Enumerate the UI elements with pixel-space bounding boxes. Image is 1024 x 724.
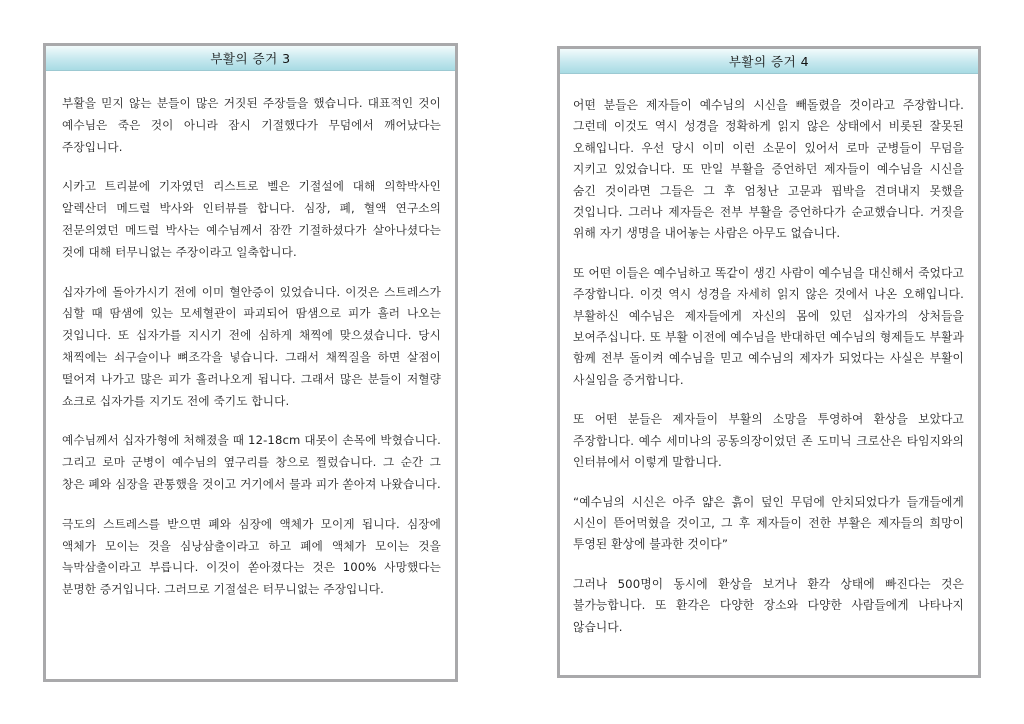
- paragraph: 어떤 분들은 제자들이 예수님의 시신을 빼돌렸을 것이라고 주장합니다. 그런데 이것도 역시 성경을 정확하게 읽지 않은 상태에서 비롯된 잘못된 오해입니다. 우선 당시 이미 이런 소문이 있어서 로마 군병들이 무덤을 지키고 있었습니다. 또 만일 부활을 증언하던 제자들이 예수님을 시신을 숨긴 것이라면 그들은 그 후 엄청난 고문과 핍박을 견뎌내지 못했을 것입니다. 그러나 제자들은 전부 부활을 증언하다가 순교했습니다. 거짓을 위해 자기 생명을 내어놓는 사람은 아무도 없습니다.: [573, 98, 964, 241]
- panel-title: 부활의 증거 3: [46, 46, 455, 71]
- panel-title: 부활의 증거 4: [560, 49, 978, 74]
- panel-body: [560, 74, 978, 638]
- paragraph: 또 어떤 분들은 제자들이 부활의 소망을 투영하여 환상을 보았다고 주장합니다. 예수 세미나의 공동의장이었던 존 도미닉 크로산은 타임지와의 인터뷰에서 이렇게 말합니다.: [573, 412, 964, 470]
- paragraph: 극도의 스트레스를 받으면 폐와 심장에 액체가 모이게 됩니다. 심장에 액체가 모이는 것을 심낭삼출이라고 하고 폐에 액체가 모이는 것을 늑막삼출이라고 부릅니다. 이것이 쏟아졌다는 것은 100% 사망했다는 분명한 증거입니다. 그러므로 기절설은 터무니없는 주장입니다.: [62, 516, 441, 597]
- paragraph: 십자가에 돌아가시기 전에 이미 혈안증이 있었습니다. 이것은 스트레스가 심할 때 땀샘에 있는 모세혈관이 파괴되어 땀샘으로 피가 흘러 나오는 것입니다. 또 십자가를 지시기 전에 심하게 채찍에 맞으셨습니다. 당시 채찍에는 쇠구슬이나 뼈조각을 넣습니다. 그래서 채찍질을 하면 살점이 떨어져 나가고 많은 피가 흘러나오게 됩니다. 그래서 많은 분들이 저혈량 쇼크로 십자가를 지기도 전에 죽기도 합니다.: [62, 284, 441, 408]
- panel-resurrection-evidence-3: [43, 43, 458, 682]
- paragraph: 그러나 500명이 동시에 환상을 보거나 환각 상태에 빠진다는 것은 불가능합니다. 또 환각은 다양한 장소와 다양한 사람들에게 나타나지 않습니다.: [573, 576, 964, 634]
- paragraph: 부활을 믿지 않는 분들이 많은 거짓된 주장들을 했습니다. 대표적인 것이 예수님은 죽은 것이 아니라 잠시 기절했다가 무덤에서 깨어났다는 주장입니다.: [62, 96, 441, 154]
- panel-body: [46, 71, 455, 601]
- paragraph: 또 어떤 이들은 예수님하고 똑같이 생긴 사람이 예수님을 대신해서 죽었다고 주장합니다. 이것 역시 성경을 자세히 읽지 않은 것에서 나온 오해입니다. 부활하신 예수님은 제자들에게 자신의 몸에 있던 십자가의 상처들을 보여주십니다. 또 부활 이전에 예수님을 반대하던 예수님의 형제들도 부활과 함께 전부 돌이켜 예수님을 믿고 예수님의 제자가 되었다는 사실은 부활이 사실임을 증거합니다.: [573, 265, 964, 387]
- paragraph: 시카고 트리뷴에 기자였던 리스트로 벨은 기절설에 대해 의학박사인 알렉산더 메드럴 박사와 인터뷰를 합니다. 심장, 폐, 혈액 연구소의 전문의였던 메드럴 박사는 예수님께서 잠깐 기절하셨다가 살아나셨다는 것에 대해 터무니없는 주장이라고 일축합니다.: [62, 179, 441, 259]
- panel-resurrection-evidence-4: [557, 46, 981, 678]
- quote-paragraph: “예수님의 시신은 아주 얇은 흙이 덮인 무덤에 안치되었다가 들개들에게 시신이 뜯어먹혔을 것이고, 그 후 제자들이 전한 부활은 제자들의 희망이 투영된 환상에 불과한 것이다”: [573, 494, 964, 552]
- paragraph: 예수님께서 십자가형에 처해졌을 때 12-18cm 대못이 손목에 박혔습니다. 그리고 로마 군병이 예수님의 옆구리를 창으로 찔렀습니다. 그 순간 그 창은 폐와 심장을 관통했을 것이고 거기에서 물과 피가 쏟아져 나왔습니다.: [62, 433, 441, 491]
